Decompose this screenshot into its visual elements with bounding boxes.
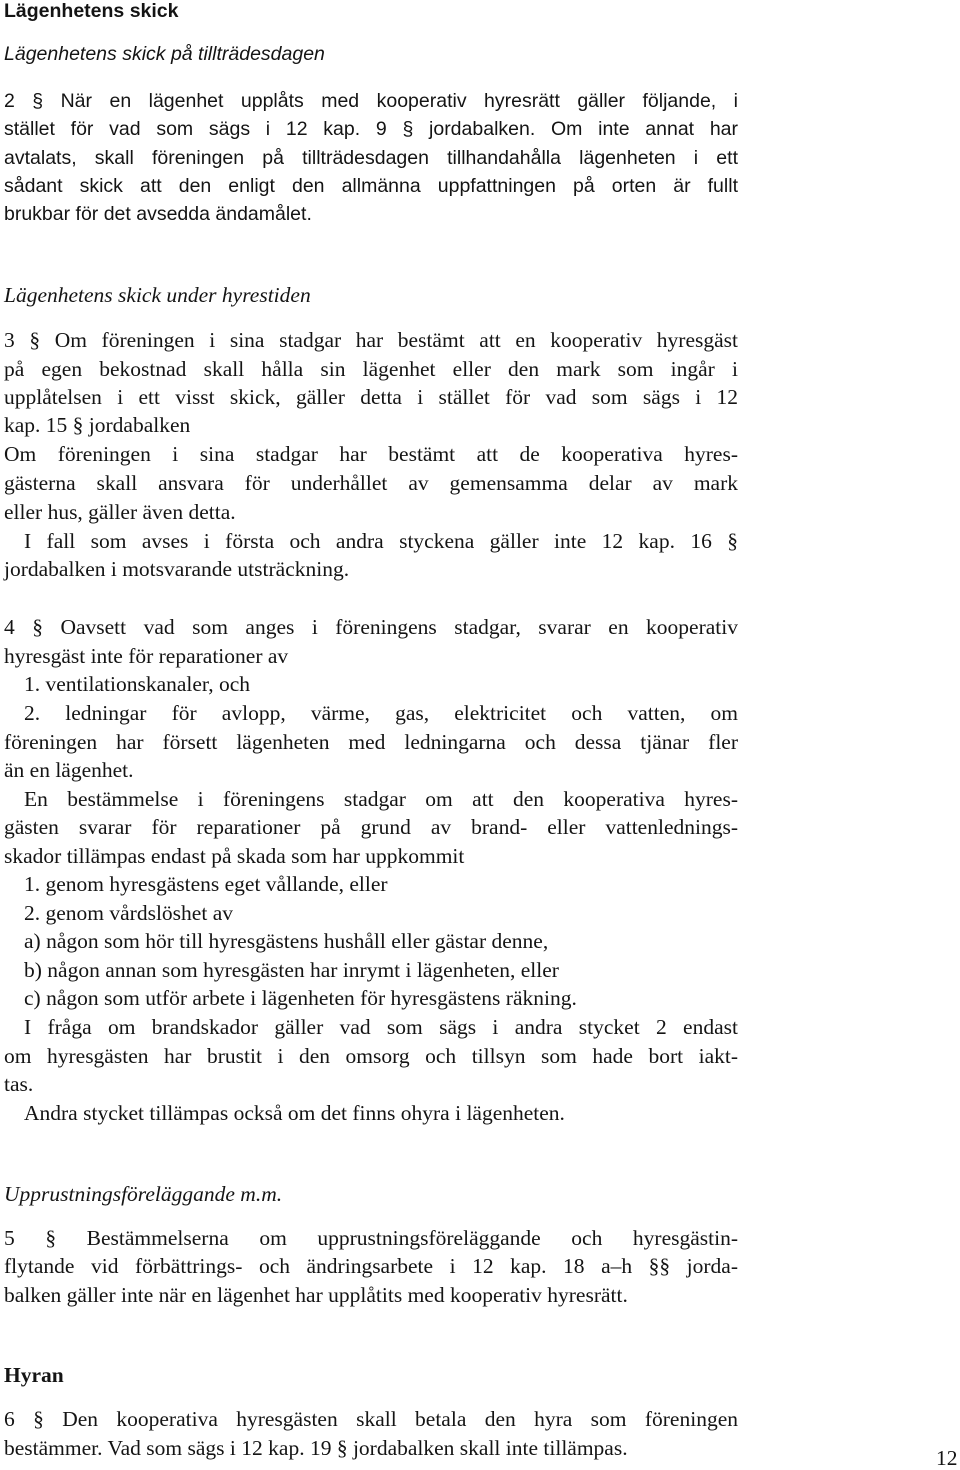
paragraph-line: jordabalken i motsvarande utsträckning. [4, 557, 350, 581]
list-item: 1. genom hyresgästens eget vållande, eller [24, 872, 388, 896]
paragraph-line: skador tillämpas endast på skada som har uppkommit [4, 844, 465, 868]
paragraph-line: 4 § Oavsett vad som anges i föreningens stadgar, svarar en kooperativ [4, 615, 738, 639]
list-item: b) någon annan som hyresgästen har inrymt i lägenheten, eller [24, 958, 559, 982]
paragraph-line: än en lägenhet. [4, 758, 134, 782]
paragraph-line: 6 § Den kooperativa hyresgästen skall betala den hyra som föreningen [4, 1407, 738, 1431]
paragraph-line: stället för vad som sägs i 12 kap. 9 § jordabalken. Om inte annat har [4, 118, 738, 140]
paragraph-line: En bestämmelse i föreningens stadgar om att den kooperativa hyres- [24, 787, 738, 811]
paragraph-line: gästen svarar för reparationer på grund av brand- eller vattenlednings- [4, 815, 738, 839]
paragraph-line: I fall som avses i första och andra styckena gäller inte 12 kap. 16 § [24, 529, 738, 553]
subsection-heading: Lägenhetens skick på tillträdesdagen [4, 43, 325, 65]
paragraph-line: föreningen har försett lägenheten med ledningarna och dessa tjänar fler [4, 730, 738, 754]
list-item: a) någon som hör till hyresgästens hushåll eller gästar denne, [24, 929, 549, 953]
list-item: 2. ledningar för avlopp, värme, gas, elektricitet och vatten, om [24, 701, 738, 725]
paragraph-line: 2 § När en lägenhet upplåts med kooperativ hyresrätt gäller följande, i [4, 90, 738, 112]
paragraph-line: balken gäller inte när en lägenhet har upplåtits med kooperativ hyresrätt. [4, 1283, 628, 1307]
paragraph-line: tas. [4, 1072, 34, 1096]
list-item: c) någon som utför arbete i lägenheten för hyresgästens räkning. [24, 986, 577, 1010]
paragraph-line: om hyresgästen har brustit i den omsorg och tillsyn som hade bort iakt- [4, 1044, 738, 1068]
paragraph-line: flytande vid förbättrings- och ändringsarbete i 12 kap. 18 a–h §§ jorda- [4, 1254, 738, 1278]
paragraph-line: sådant skick att den enligt den allmänna uppfattningen på orten är fullt [4, 175, 738, 197]
paragraph-line: I fråga om brandskador gäller vad som sägs i andra stycket 2 endast [24, 1015, 738, 1039]
subsection-heading: Upprustningsföreläggande m.m. [4, 1182, 283, 1206]
paragraph-line: upplåtelsen i ett visst skick, gäller detta i stället för vad som sägs i 12 [4, 385, 738, 409]
paragraph-line: eller hus, gäller även detta. [4, 500, 236, 524]
section-heading: Lägenhetens skick [4, 0, 179, 22]
paragraph-line: kap. 15 § jordabalken [4, 413, 191, 437]
paragraph-line: Andra stycket tillämpas också om det finns ohyra i lägenheten. [24, 1101, 565, 1125]
paragraph-line: Om föreningen i sina stadgar har bestämt att de kooperativa hyres- [4, 442, 738, 466]
paragraph-line: 3 § Om föreningen i sina stadgar har bestämt att en kooperativ hyresgäst [4, 328, 738, 352]
subsection-heading: Lägenhetens skick under hyrestiden [4, 283, 311, 307]
paragraph-line: hyresgäst inte för reparationer av [4, 644, 289, 668]
paragraph-line: gästerna skall ansvara för underhållet av gemensamma delar av mark [4, 471, 738, 495]
list-item: 2. genom vårdslöshet av [24, 901, 233, 925]
paragraph-line: avtalats, skall föreningen på tillträdesdagen tillhandahålla lägenheten i ett [4, 147, 738, 169]
page-number: 12 [936, 1446, 958, 1470]
list-item: 1. ventilationskanaler, och [24, 672, 251, 696]
section-heading: Hyran [4, 1363, 64, 1387]
paragraph-line: 5 § Bestämmelserna om upprustningsföreläggande och hyresgästin- [4, 1226, 738, 1250]
paragraph-line: på egen bekostnad skall hålla sin lägenhet eller den mark som ingår i [4, 357, 738, 381]
paragraph-line: brukbar för det avsedda ändamålet. [4, 203, 312, 225]
paragraph-line: bestämmer. Vad som sägs i 12 kap. 19 § jordabalken skall inte tillämpas. [4, 1436, 628, 1460]
